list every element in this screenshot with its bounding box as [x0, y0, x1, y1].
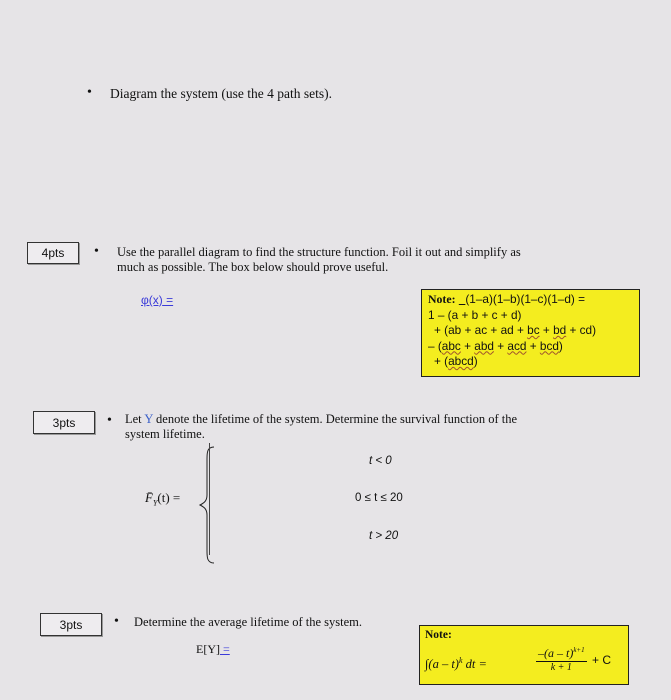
fraction: [536, 646, 587, 673]
bullet-2: •: [94, 244, 99, 259]
case-0-le-t-le-20: 0 ≤ t ≤ 20: [355, 492, 403, 504]
case-t-lt-0: t < 0: [369, 455, 392, 467]
points-badge-3a: 3pts: [33, 411, 95, 434]
points-badge-4: 4pts: [27, 242, 79, 264]
section4-question: Determine the average lifetime of the system.: [134, 615, 363, 629]
section2-question: [117, 245, 521, 275]
vertical-divider: [209, 443, 210, 555]
section3-line1: Let Y denote the lifetime of the system. Determine the survival function of the: [125, 412, 518, 426]
integral-expr: ∫(a – t)$^k$ dt =: [425, 656, 487, 672]
fraction-numerator: –(a – t)$^{k+1}$: [538, 646, 585, 660]
ey: E[Y]: [196, 642, 220, 656]
ey-equals[interactable]: =: [220, 642, 230, 656]
note-line4: – (abc + abd + acd + bcd): [428, 338, 563, 353]
plus-c: + C: [592, 653, 612, 667]
left-brace: [198, 445, 218, 565]
phi-equals[interactable]: =: [162, 293, 174, 307]
expected-value-label: [196, 642, 230, 657]
section3-line2: system lifetime.: [125, 427, 205, 441]
structure-function-label: [141, 293, 173, 307]
note-line3: + (ab + ac + ad + bc + bd + cd): [434, 323, 597, 337]
points-badge-3b: 3pts: [40, 613, 102, 636]
section1-text: Diagram the system (use the 4 path sets).: [110, 86, 332, 101]
bullet-4: •: [114, 614, 119, 629]
note-line1: [428, 292, 639, 308]
section3-question: [125, 412, 517, 442]
note-label: Note:: [428, 292, 456, 306]
note2-label: Note:: [425, 629, 452, 641]
note-line5: + (abcd): [434, 354, 478, 368]
foil-note-box: [421, 289, 640, 377]
y-variable: Y: [144, 412, 153, 426]
survival-function-label: $F̄_Y(t)$ =: [145, 490, 181, 508]
note-line1-rest: (1–a)(1–b)(1–c)(1–d) =: [465, 292, 586, 306]
note-line2: 1 – (a + b + c + d): [428, 307, 522, 322]
fraction-denominator: k + 1: [550, 662, 572, 673]
integral-note-box: [419, 625, 629, 685]
bullet-3: •: [107, 413, 112, 428]
case-t-gt-20: t > 20: [369, 530, 399, 542]
phi-x: φ(x): [141, 293, 163, 307]
section2-line1: Use the parallel diagram to find the structure function. Foil it out and simplify as: [117, 245, 521, 259]
section2-line2: much as possible. The box below should prove useful.: [117, 260, 389, 274]
bullet-1: •: [87, 85, 92, 100]
